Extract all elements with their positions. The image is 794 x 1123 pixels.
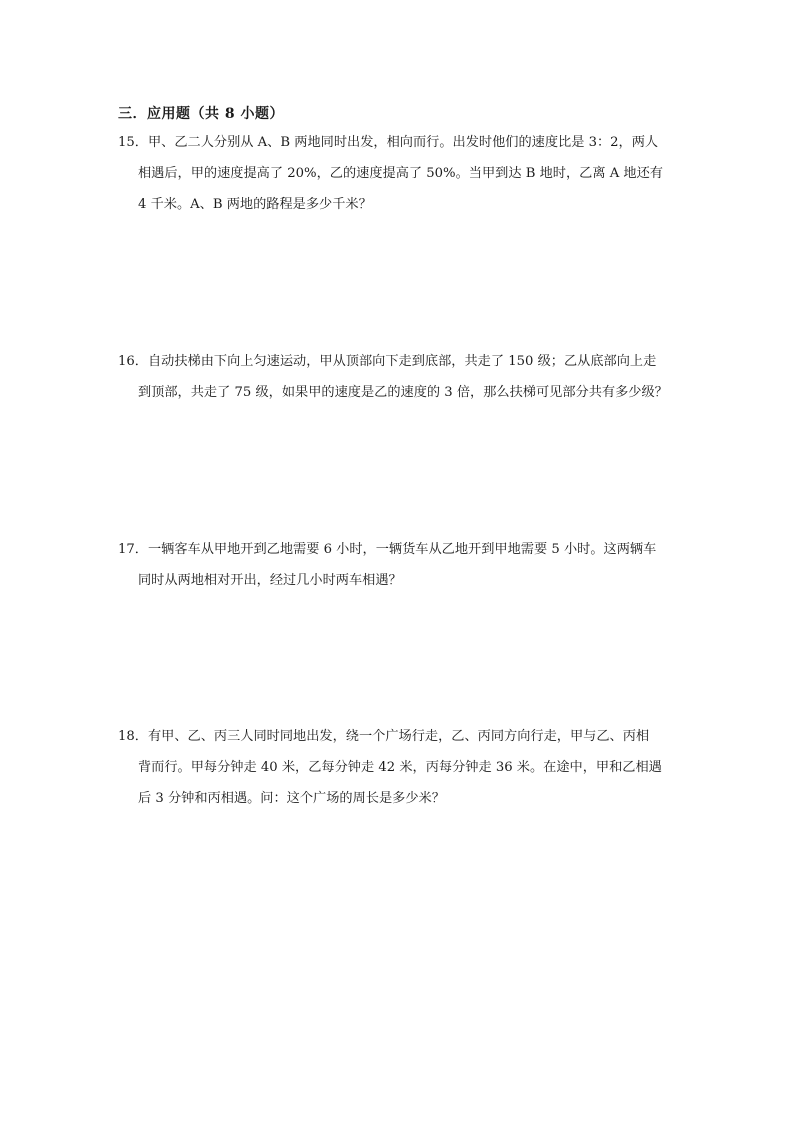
section-title: 三．应用题（共 8 小题） [118,106,284,122]
question-number: 15． [118,135,148,150]
question-text: 4 千米。A、B 两地的路程是多少千米？ [138,197,372,212]
question-first-line [118,127,688,158]
question-18 [118,721,688,814]
question-text: 后 3 分钟和丙相遇。问：这个广场的周长是多少米？ [138,791,445,806]
question-15 [118,127,688,220]
question-number: 17． [118,542,148,557]
question-text: 有甲、乙、丙三人同时同地出发，绕一个广场行走，乙、丙同方向行走，甲与乙、丙相 [147,729,650,744]
question-text: 到顶部，共走了 75 级，如果甲的速度是乙的速度的 3 倍，那么扶梯可见部分共有多少级？ [138,385,668,400]
question-text: 自动扶梯由下向上匀速运动，甲从顶部向下走到底部，共走了 150 级；乙从底部向上走 [147,354,657,369]
question-first-line [118,346,688,377]
question-first-line [118,721,688,752]
question-text: 一辆客车从甲地开到乙地需要 6 小时，一辆货车从乙地开到甲地需要 5 小时。这两辆车 [147,542,657,557]
question-17 [118,534,688,596]
question-number: 18． [118,729,148,744]
question-16 [118,346,688,408]
question-text: 同时从两地相对开出，经过几小时两车相遇？ [138,573,402,588]
question-text: 相遇后，甲的速度提高了 20%，乙的速度提高了 50%。当甲到达 B 地时，乙离 A 地还有 [138,166,663,181]
question-text: 甲、乙二人分别从 A、B 两地同时出发，相向而行。出发时他们的速度比是 3：2，两人 [147,135,659,150]
question-first-line [118,534,688,565]
question-text: 背而行。甲每分钟走 40 米，乙每分钟走 42 米，丙每分钟走 36 米。在途中，甲和乙相遇 [138,760,662,775]
question-number: 16． [118,354,148,369]
